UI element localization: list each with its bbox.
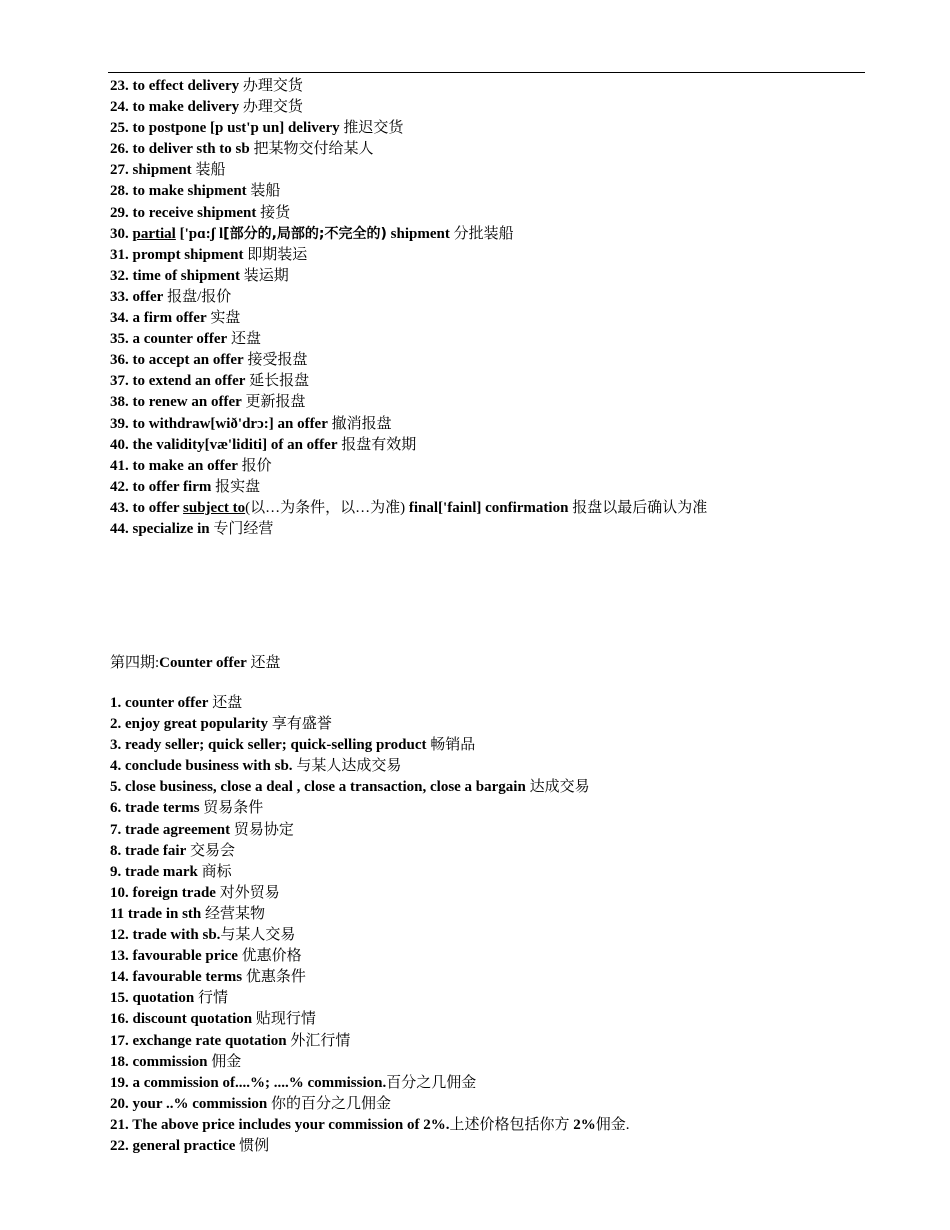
list-item: 2. enjoy great popularity 享有盛誉 [110,716,332,733]
list-item: 12. trade with sb.与某人交易 [110,927,296,944]
list-item: 14. favourable terms 优惠条件 [110,969,306,986]
list-item: 21. The above price includes your commission of 2%.上述价格包括你方 2%佣金. [110,1116,630,1133]
list-item: 16. discount quotation 贴现行情 [110,1011,316,1028]
list-item: 13. favourable price 优惠价格 [110,948,302,965]
list-item: 10. foreign trade 对外贸易 [110,884,280,901]
list-item: 37. to extend an offer 延长报盘 [110,373,310,390]
list-item: 18. commission 佣金 [110,1053,242,1070]
list-item: 22. general practice 惯例 [110,1137,270,1154]
list-item: 34. a firm offer 实盘 [110,310,241,327]
list-item: 35. a counter offer 还盘 [110,331,261,348]
list-item: 27. shipment 装船 [110,162,226,179]
list-item-partial-shipment: 30. partial ['pɑ:ʃ l[部分的,局部的;不完全的) shipment 分批装船 [110,225,514,242]
list-item: 42. to offer firm 报实盘 [110,478,261,495]
list-item: 20. your ..% commission 你的百分之几佣金 [110,1095,391,1112]
list-item: 4. conclude business with sb. 与某人达成交易 [110,758,402,775]
list-item: 28. to make shipment 装船 [110,183,281,200]
list-item: 32. time of shipment 装运期 [110,267,289,284]
underlined-term: subject to [183,499,246,516]
list-item: 17. exchange rate quotation 外汇行情 [110,1032,351,1049]
underlined-term: partial [132,225,176,242]
list-item: 40. the validity[væ'liditi] of an offer 报盘有效期 [110,436,417,453]
list-item: 39. to withdraw[wið'drɔ:] an offer 撤消报盘 [110,415,392,432]
list-item: 38. to renew an offer 更新报盘 [110,394,306,411]
list-item: 33. offer 报盘/报价 [110,288,232,305]
list-item: 15. quotation 行情 [110,990,228,1007]
list-item: 6. trade terms 贸易条件 [110,800,264,817]
list-item: 8. trade fair 交易会 [110,842,235,859]
list-item: 3. ready seller; quick seller; quick-selling product 畅销品 [110,737,476,754]
vocab-list-counter-offer [110,693,630,1157]
list-item: 44. specialize in 专门经营 [110,520,274,537]
top-rule [108,72,865,73]
list-item: 5. close business, close a deal , close a transaction, close a bargain 达成交易 [110,779,590,796]
list-item: 41. to make an offer 报价 [110,457,272,474]
list-item: 23. to effect delivery 办理交货 [110,78,303,94]
list-item: 11 trade in sth 经营某物 [110,905,266,922]
list-item: 29. to receive shipment 接货 [110,204,291,221]
list-item: 24. to make delivery 办理交货 [110,99,303,116]
list-item: 26. to deliver sth to sb 把某物交付给某人 [110,141,374,158]
list-item: 36. to accept an offer 接受报盘 [110,352,308,369]
list-item: 19. a commission of....%; ....% commission.百分之几佣金 [110,1074,477,1091]
list-item: 9. trade mark 商标 [110,863,232,880]
vocab-list-delivery-offer [110,76,707,540]
list-item: 25. to postpone [p ust'p un] delivery 推迟交货 [110,120,404,137]
list-item: 1. counter offer 还盘 [110,695,243,711]
list-item: 31. prompt shipment 即期装运 [110,246,308,263]
section-heading: 第四期:Counter offer 还盘 [110,655,281,671]
list-item: 7. trade agreement 贸易协定 [110,821,294,838]
list-item-subject-to: 43. to offer subject to(以…为条件，以…为准) final['fainl] confirmation 报盘以最后确认为准 [110,499,708,516]
